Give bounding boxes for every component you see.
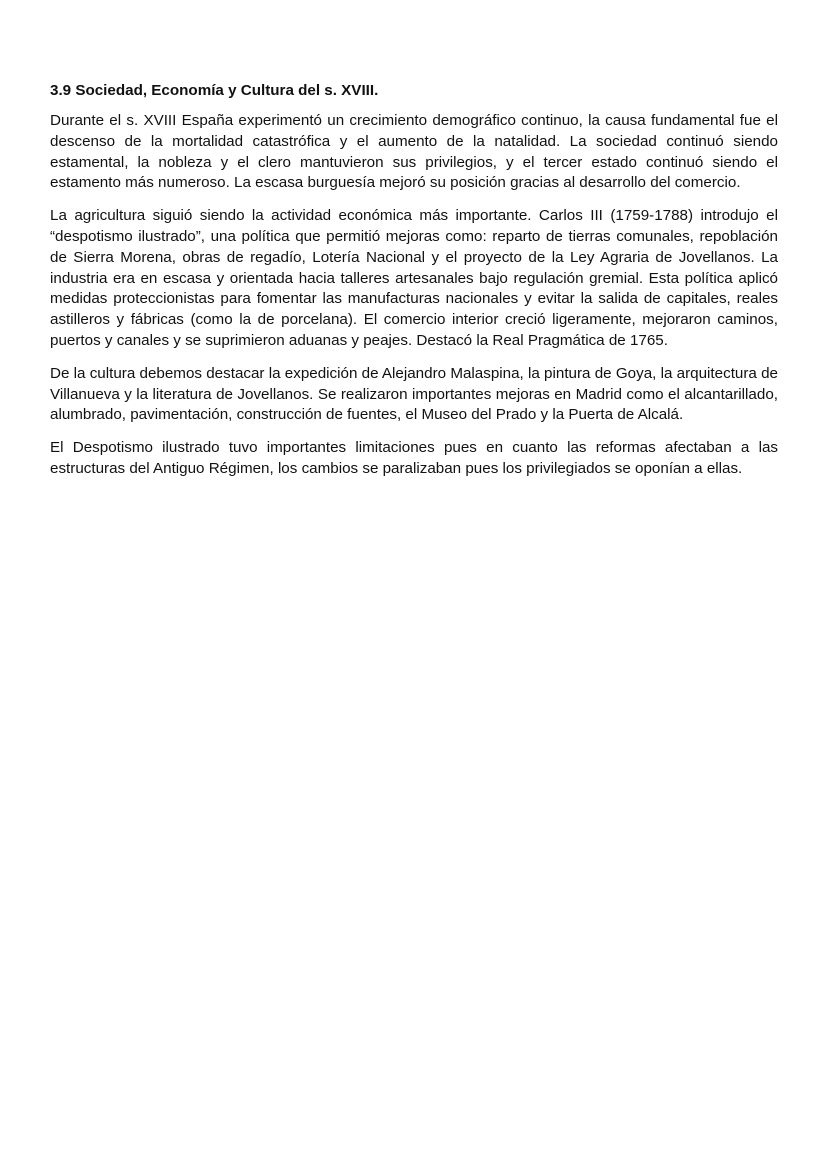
paragraph-culture: De la cultura debemos destacar la expedición de Alejandro Malaspina, la pintura de Goya, la arquitectura de Villanueva y la literatura de Jovellanos. Se realizaron importantes mejoras en Madrid como el alcantarillado, alumbrado, pavimentación, construcción de fuentes, el Museo del Prado y la Puerta de Alcalá. — [50, 364, 778, 424]
paragraph-society: Durante el s. XVIII España experimentó un crecimiento demográfico continuo, la causa fundamental fue el descenso de la mortalidad catastrófica y el aumento de la natalidad. La sociedad continuó siendo estamental, la nobleza y el clero mantuvieron sus privilegios, y el tercer estado continuó siendo el estamento más numeroso. La escasa burguesía mejoró su posición gracias al desarrollo del comercio. — [50, 112, 778, 192]
document-body — [50, 80, 778, 492]
section-heading: 3.9 Sociedad, Economía y Cultura del s. XVIII. — [50, 82, 379, 99]
paragraph-economy: La agricultura siguió siendo la actividad económica más importante. Carlos III (1759-1788) introdujo el “despotismo ilustrado”, una política que permitió mejoras como: reparto de tierras comunales, repoblación de Sierra Morena, obras de regadío, Lotería Nacional y el proyecto de la Ley Agraria de Jovellanos. La industria era en escasa y orientada hacia talleres artesanales bajo regulación gremial. Esta política aplicó medidas proteccionistas para fomentar las manufacturas nacionales y evitar la salida de capitales, reales astilleros y fábricas (como la de porcelana). El comercio interior creció ligeramente, mejoraron caminos, puertos y canales y se suprimieron aduanas y peajes. Destacó la Real Pragmática de 1765. — [50, 207, 778, 349]
paragraph-limitations: El Despotismo ilustrado tuvo importantes limitaciones pues en cuanto las reformas afectaban a las estructuras del Antiguo Régimen, los cambios se paralizaban pues los privilegiados se oponían a ellas. — [50, 439, 778, 477]
